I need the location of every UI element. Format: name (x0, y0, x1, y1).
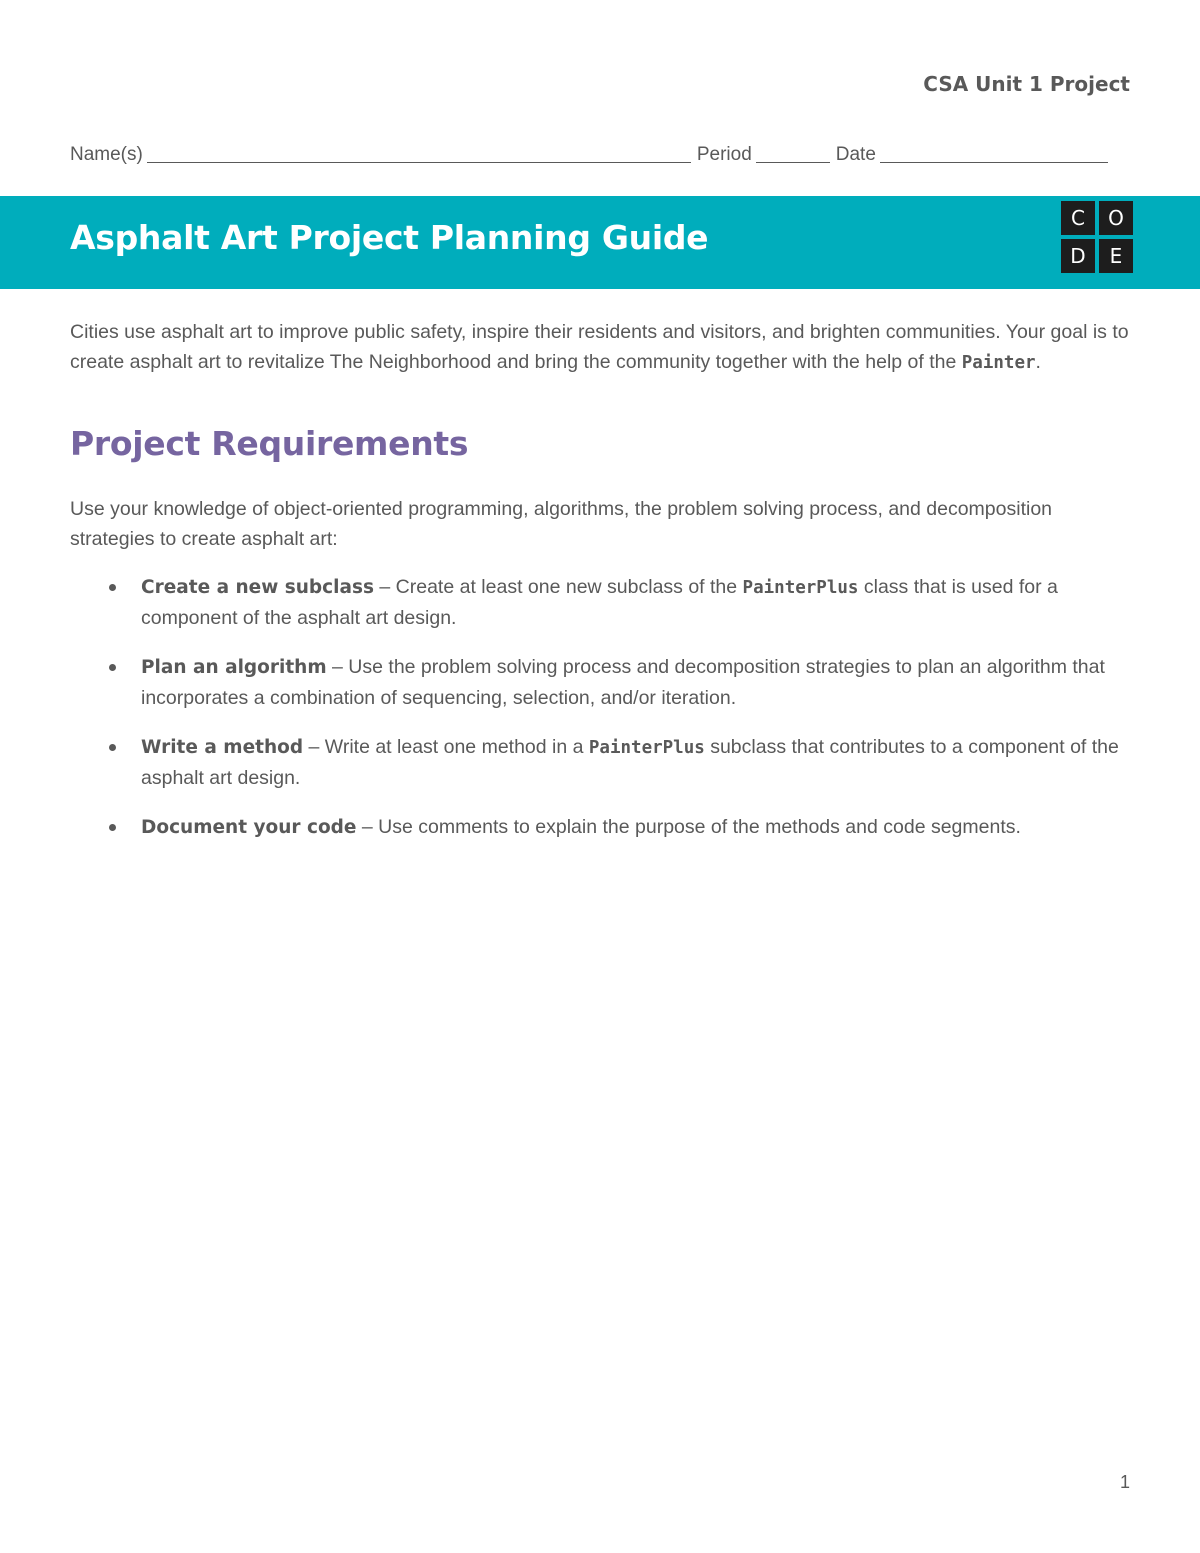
intro-paragraph (70, 317, 1130, 378)
period-label: Period (696, 144, 752, 165)
requirement-code: PainterPlus (742, 578, 859, 598)
list-item (70, 732, 1130, 793)
requirements-intro: Use your knowledge of object-oriented programming, algorithms, the problem solving process, and decomposition strategies to create asphalt art: (70, 498, 1053, 550)
period-field[interactable] (756, 142, 830, 163)
section-title: Project Requirements (70, 424, 469, 463)
bullet-icon (109, 664, 116, 671)
requirement-text-end: class that is used for a component of the asphalt art design. (141, 576, 1058, 629)
bullet-icon (109, 744, 116, 751)
requirement-name: Document your code (141, 817, 357, 838)
title-banner (0, 196, 1200, 289)
list-item (70, 572, 1130, 633)
requirement-name: Plan an algorithm (141, 657, 327, 678)
requirement-code: PainterPlus (588, 738, 705, 758)
logo-letter-d: D (1061, 239, 1095, 273)
requirement-name: Write a method (141, 737, 304, 758)
intro-code-painter: Painter (961, 353, 1036, 373)
requirement-text: – Create at least one new subclass of the (373, 576, 743, 598)
name-label: Name(s) (70, 144, 143, 165)
name-field[interactable] (147, 142, 691, 163)
requirement-text-end: subclass that contributes to a component of the asphalt art design. (141, 736, 1119, 789)
unit-label: CSA Unit 1 Project (923, 72, 1130, 96)
intro-text: Cities use asphalt art to improve public safety, inspire their residents and visitors, and brighten communities. Your goal is to create asphalt art to revitalize The Neighborhood and bring the community together with the help of the (70, 321, 1129, 373)
logo-letter-o: O (1099, 201, 1133, 235)
page-title: Asphalt Art Project Planning Guide (70, 218, 709, 257)
date-label: Date (835, 144, 876, 165)
date-field[interactable] (880, 142, 1108, 163)
requirement-text: – Use comments to explain the purpose of the methods and code segments. (356, 816, 1021, 838)
requirement-text: – Use the problem solving process and decomposition strategies to plan an algorithm that incorporates a combination of sequencing, selection, and/or iteration. (141, 656, 1105, 709)
logo-letter-e: E (1099, 239, 1133, 273)
requirement-text: – Write at least one method in a (303, 736, 589, 758)
intro-text-end: . (1035, 351, 1041, 373)
requirement-name: Create a new subclass (141, 577, 374, 598)
code-org-logo (1061, 201, 1134, 274)
name-period-date-line (70, 142, 1130, 166)
list-item (70, 812, 1130, 843)
page-number: 1 (1119, 1472, 1130, 1492)
bullet-icon (109, 584, 116, 591)
requirements-list (70, 572, 1130, 862)
bullet-icon (109, 824, 116, 831)
logo-letter-c: C (1061, 201, 1095, 235)
list-item (70, 652, 1130, 713)
